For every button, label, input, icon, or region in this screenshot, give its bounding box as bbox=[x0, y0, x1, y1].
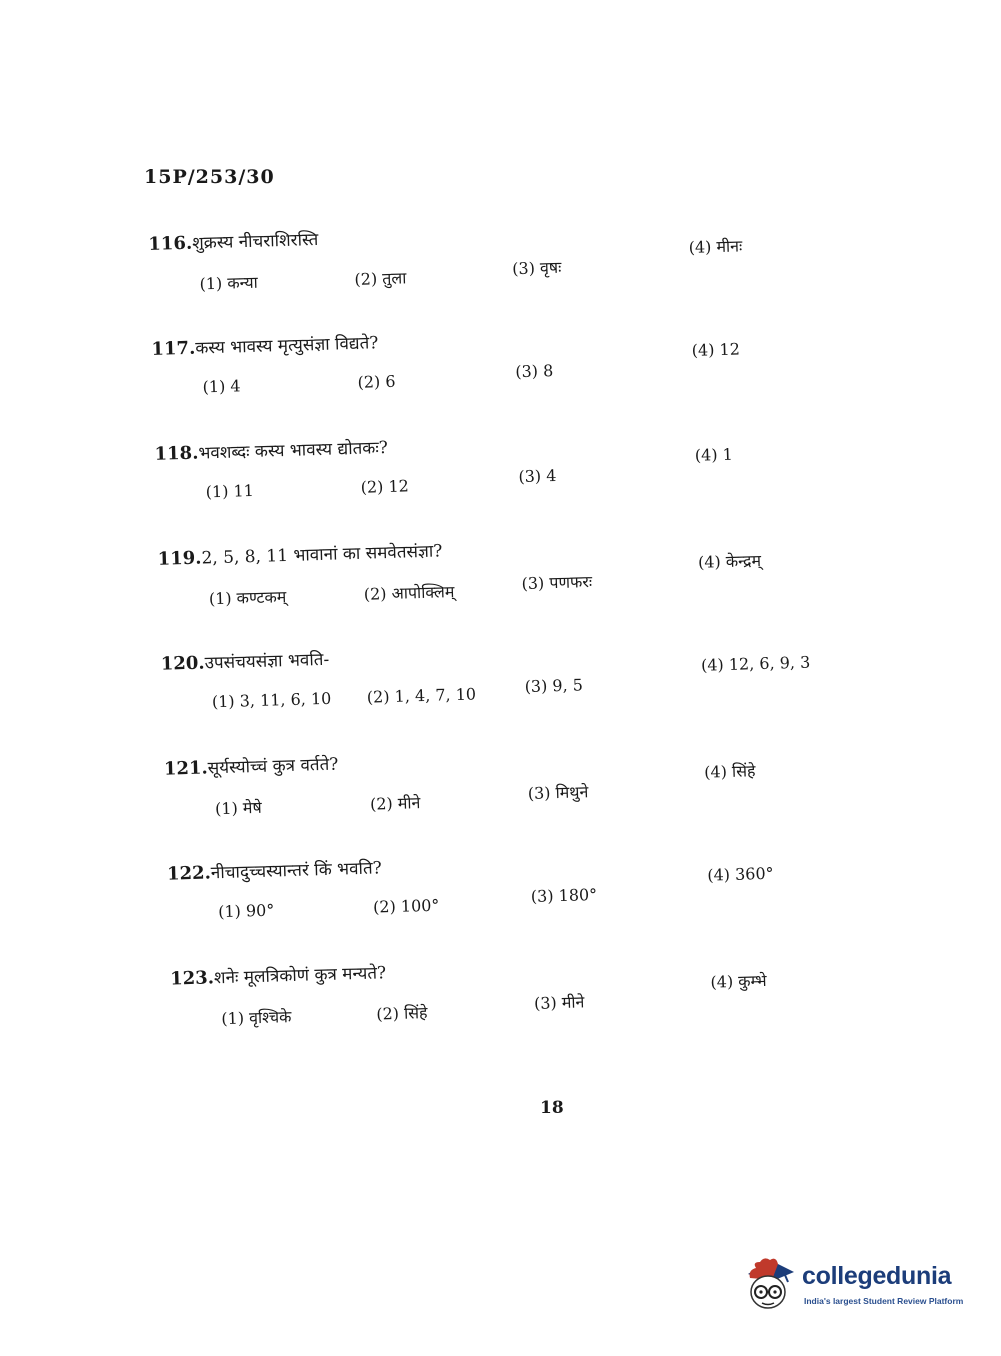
option-4: (4) 360° bbox=[707, 863, 774, 885]
option-3: (3) मीने bbox=[533, 992, 585, 1013]
option-1: (1) मेषे bbox=[214, 797, 262, 819]
option-1: (1) 90° bbox=[217, 900, 275, 922]
option-2: (2) आपोक्लिम् bbox=[363, 582, 455, 604]
option-1: (1) 4 bbox=[202, 376, 241, 397]
option-1: (1) वृश्चिके bbox=[221, 1007, 292, 1029]
option-4: (4) 12 bbox=[691, 339, 741, 360]
question-123 bbox=[170, 945, 893, 1071]
option-2: (2) 12 bbox=[360, 476, 410, 497]
question-number: 123. bbox=[169, 967, 215, 990]
option-2: (2) मीने bbox=[369, 793, 421, 814]
brand-name: collegedunia bbox=[802, 1262, 952, 1290]
question-number: 118. bbox=[154, 442, 199, 465]
option-3: (3) 8 bbox=[515, 361, 554, 382]
question-text: सूर्यस्योच्चं कुत्र वर्तते? bbox=[207, 754, 339, 779]
question-text: नीचादुच्चस्यान्तरं किं भवति? bbox=[210, 858, 383, 884]
question-number: 120. bbox=[160, 652, 205, 675]
page-number: 18 bbox=[540, 1098, 564, 1118]
option-3: (3) 9, 5 bbox=[524, 675, 584, 697]
question-text: 2, 5, 8, 11 भावानां का समवेतसंज्ञा? bbox=[201, 541, 443, 569]
question-text: कस्य भावस्य मृत्युसंज्ञा विद्यते? bbox=[195, 333, 379, 359]
option-3: (3) 180° bbox=[530, 884, 598, 906]
question-text: शनेः मूलत्रिकोणं कुत्र मन्यते? bbox=[213, 963, 387, 989]
option-4: (4) सिंहे bbox=[703, 761, 756, 782]
option-4: (4) 12, 6, 9, 3 bbox=[700, 652, 811, 675]
option-4: (4) कुम्भे bbox=[710, 970, 767, 992]
option-2: (2) 100° bbox=[372, 895, 440, 917]
option-4: (4) 1 bbox=[694, 444, 734, 465]
paper-code: 15P/253/30 bbox=[144, 166, 275, 188]
option-2: (2) 1, 4, 7, 10 bbox=[366, 684, 477, 707]
collegedunia-watermark bbox=[742, 1248, 972, 1320]
option-4: (4) केन्द्रम् bbox=[697, 550, 762, 572]
option-3: (3) मिथुने bbox=[527, 782, 589, 803]
question-number: 122. bbox=[166, 862, 212, 885]
question-number: 117. bbox=[151, 337, 196, 360]
option-2: (2) सिंहे bbox=[376, 1003, 428, 1024]
question-text: उपसंचयसंज्ञा भवति- bbox=[204, 649, 330, 674]
question-text: शुक्रस्य नीचराशिरस्ति bbox=[191, 229, 319, 254]
option-3: (3) 4 bbox=[518, 465, 557, 487]
option-1: (1) 11 bbox=[205, 480, 255, 502]
option-1: (1) कण्टकम् bbox=[208, 587, 287, 609]
brand-tagline: India's largest Student Review Platform bbox=[804, 1296, 964, 1306]
option-3: (3) पणफरः bbox=[521, 571, 593, 594]
question-number: 119. bbox=[157, 547, 202, 570]
mascot-logo-icon bbox=[742, 1248, 798, 1312]
question-stem bbox=[148, 211, 868, 255]
option-3: (3) वृषः bbox=[511, 257, 562, 279]
option-2: (2) तुला bbox=[354, 268, 407, 289]
option-1: (1) कन्या bbox=[199, 272, 259, 294]
option-4: (4) मीनः bbox=[688, 236, 743, 257]
question-text: भवशब्दः कस्य भावस्य द्योतकः? bbox=[198, 437, 389, 464]
question-list bbox=[148, 211, 893, 1072]
question-number: 116. bbox=[148, 232, 193, 255]
option-2: (2) 6 bbox=[357, 371, 396, 392]
question-number: 121. bbox=[163, 757, 209, 780]
option-1: (1) 3, 11, 6, 10 bbox=[211, 688, 332, 712]
